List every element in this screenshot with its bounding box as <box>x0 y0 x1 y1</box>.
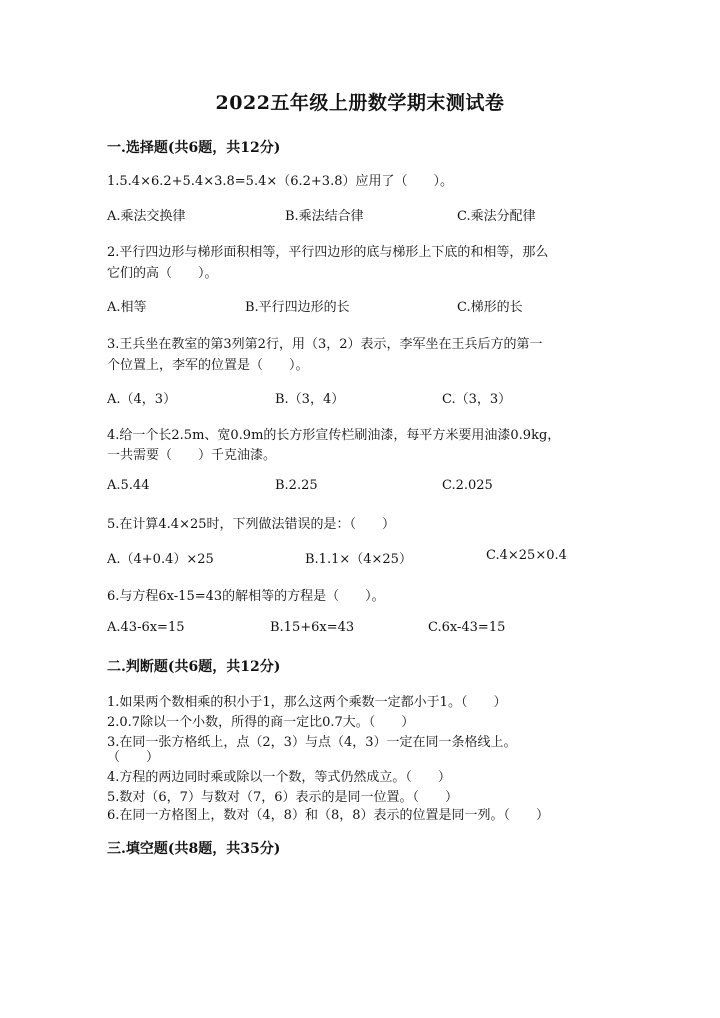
question-1-line-1: 1.5.4×6.2+5.4×3.8=5.4×（6.2+3.8）应用了（ ）。 <box>107 174 453 189</box>
judge-line-5: 5.数对（6，7）与数对（7，6）表示的是同一位置。（ ） <box>107 790 458 805</box>
judge-line-1: 1.如果两个数相乘的积小于1，那么这两个乘数一定都小于1。（ ） <box>107 695 507 710</box>
question-4-line-2: 一共需要（ ）千克油漆。 <box>107 448 277 463</box>
question-5-line-1: 5.在计算4.4×25时，下列做法错误的是：（ ） <box>107 517 396 532</box>
question-1-option-b: B.乘法结合律 <box>285 209 364 224</box>
question-3-option-c: C.（3，3） <box>442 392 512 407</box>
question-6-option-a: A.43-6x=15 <box>107 620 185 635</box>
section-heading-choice: 一.选择题(共6题，共12分) <box>107 140 281 156</box>
judge-line-3: 3.在同一张方格纸上，点（2，3）与点（4，3）一定在同一条格线上。 <box>107 735 517 750</box>
question-3-option-b: B.（3，4） <box>275 392 345 407</box>
question-6-option-b: B.15+6x=43 <box>270 620 355 635</box>
judge-line-6: 6.在同一方格图上，数对（4，8）和（8，8）表示的位置是同一列。（ ） <box>107 808 549 823</box>
section-heading-judge: 二.判断题(共6题，共12分) <box>107 659 281 675</box>
question-1-option-a: A.乘法交换律 <box>107 209 186 224</box>
question-4-option-b: B.2.25 <box>275 478 318 493</box>
question-6-line-1: 6.与方程6x-15=43的解相等的方程是（ ）。 <box>107 589 385 604</box>
judge-line-4: 4.方程的两边同时乘或除以一个数，等式仍然成立。（ ） <box>107 770 451 785</box>
question-2-option-b: B.平行四边形的长 <box>245 300 350 315</box>
question-3-line-2: 个位置上，李军的位置是（ ）。 <box>107 358 309 373</box>
question-1-option-c: C.乘法分配律 <box>457 209 536 224</box>
question-5-option-c: C.4×25×0.4 <box>486 548 567 563</box>
question-3-line-1: 3.王兵坐在教室的第3列第2行，用（3，2）表示，李军坐在王兵后方的第一 <box>107 337 543 352</box>
question-2-line-1: 2.平行四边形与梯形面积相等，平行四边形的底与梯形上下底的和相等，那么 <box>107 245 549 260</box>
judge-line-2: 2.0.7除以一个小数，所得的商一定比0.7大。（ ） <box>107 715 415 730</box>
question-4-option-a: A.5.44 <box>107 478 150 493</box>
question-2-line-2: 它们的高（ ）。 <box>107 266 218 281</box>
page-title: 2022五年级上册数学期末测试卷 <box>215 92 505 114</box>
question-4-line-1: 4.给一个长2.5m、宽0.9m的长方形宣传栏刷油漆，每平方米要用油漆0.9kg， <box>107 428 561 443</box>
question-2-option-c: C.梯形的长 <box>457 300 523 315</box>
question-4-option-c: C.2.025 <box>442 478 493 493</box>
question-5-option-a: A.（4+0.4）×25 <box>107 552 214 567</box>
question-5-option-b: B.1.1×（4×25） <box>305 552 412 567</box>
question-2-option-a: A.相等 <box>107 300 147 315</box>
judge-line-3-cont: （ ） <box>107 750 160 765</box>
section-heading-fill: 三.填空题(共8题，共35分) <box>107 841 281 857</box>
question-6-option-c: C.6x-43=15 <box>428 620 506 635</box>
question-3-option-a: A.（4，3） <box>107 392 177 407</box>
